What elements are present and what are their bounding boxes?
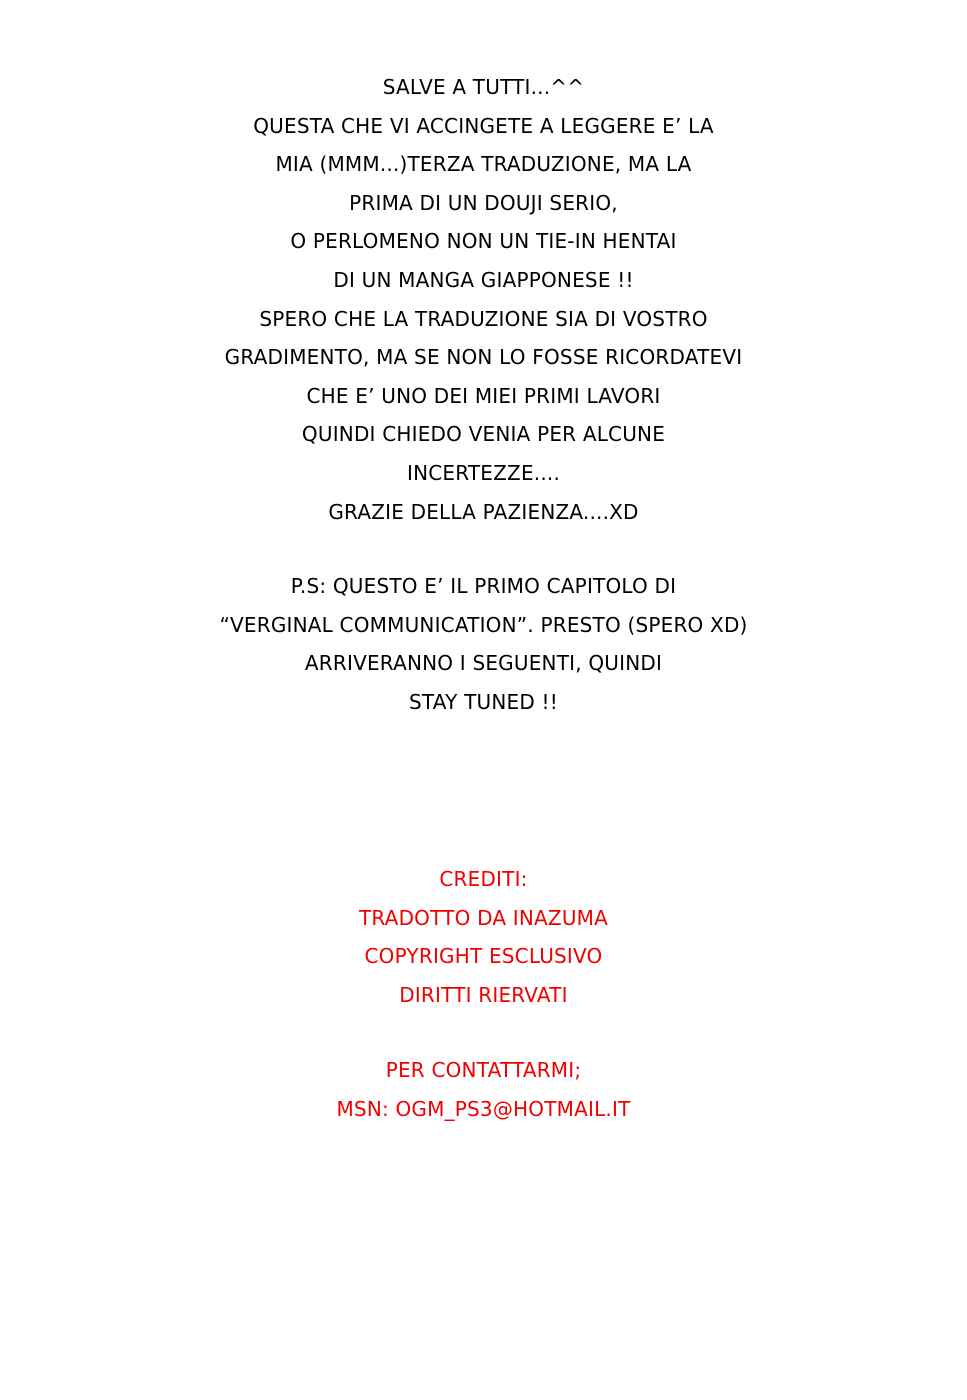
intro-line: MIA (MMM...)TERZA TRADUZIONE, MA LA bbox=[275, 152, 692, 177]
intro-message bbox=[0, 68, 967, 531]
intro-line: SALVE A TUTTI...^^ bbox=[382, 75, 585, 99]
intro-line: INCERTEZZE.... bbox=[406, 460, 561, 485]
contact-email: MSN: OGM_PS3@HOTMAIL.IT bbox=[336, 1096, 631, 1121]
contact-heading: PER CONTATTARMI; bbox=[385, 1058, 582, 1082]
credits-line: COPYRIGHT ESCLUSIVO bbox=[364, 944, 603, 969]
intro-line: QUINDI CHIEDO VENIA PER ALCUNE bbox=[301, 422, 666, 447]
intro-line: QUESTA CHE VI ACCINGETE A LEGGERE E’ LA bbox=[253, 113, 714, 138]
postscript-note bbox=[0, 567, 967, 721]
credits-heading: CREDITI: bbox=[439, 867, 528, 891]
contact-section bbox=[0, 1051, 967, 1128]
postscript-line: STAY TUNED !! bbox=[409, 689, 558, 714]
intro-line: PRIMA DI UN DOUJI SERIO, bbox=[349, 190, 618, 215]
postscript-line: “VERGINAL COMMUNICATION”. PRESTO (SPERO XD) bbox=[219, 612, 748, 637]
credits-line: TRADOTTO DA INAZUMA bbox=[358, 905, 608, 930]
postscript-line: P.S: QUESTO E’ IL PRIMO CAPITOLO DI bbox=[290, 574, 677, 598]
intro-line: GRAZIE DELLA PAZIENZA....XD bbox=[328, 499, 639, 524]
intro-line: GRADIMENTO, MA SE NON LO FOSSE RICORDATEVI bbox=[224, 345, 743, 370]
postscript-line: ARRIVERANNO I SEGUENTI, QUINDI bbox=[304, 651, 663, 676]
intro-line: CHE E’ UNO DEI MIEI PRIMI LAVORI bbox=[306, 383, 661, 408]
credits-line: DIRITTI RIERVATI bbox=[399, 982, 568, 1007]
intro-line: O PERLOMENO NON UN TIE-IN HENTAI bbox=[290, 229, 677, 254]
intro-line: DI UN MANGA GIAPPONESE !! bbox=[333, 267, 634, 292]
intro-line: SPERO CHE LA TRADUZIONE SIA DI VOSTRO bbox=[259, 306, 708, 331]
credits-section bbox=[0, 860, 967, 1014]
